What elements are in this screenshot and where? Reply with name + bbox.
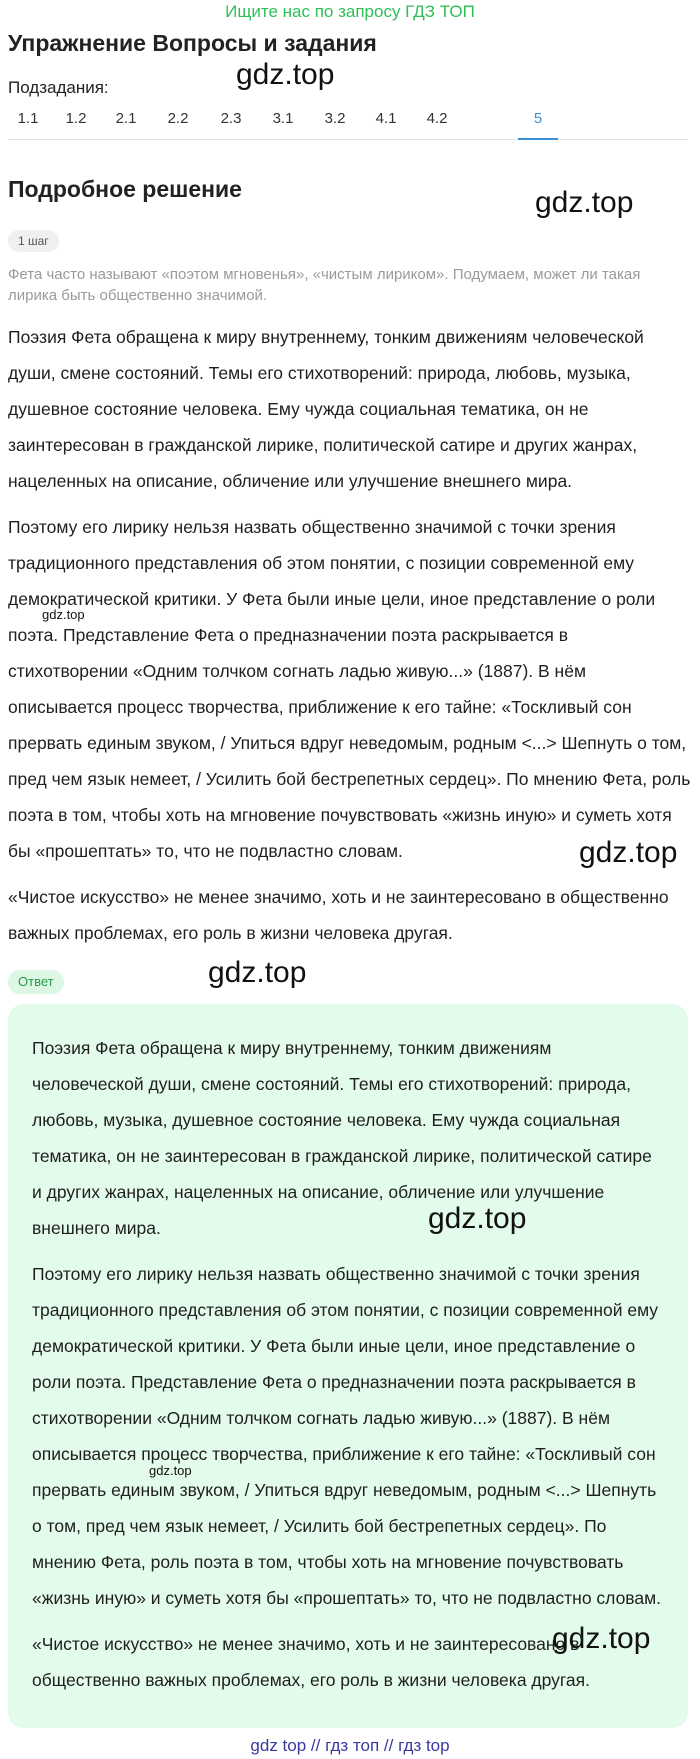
solution-paragraph: «Чистое искусство» не менее значимо, хоть и не заинтересовано в общественно важных проблемах, его роль в жизни человека другая. bbox=[8, 887, 669, 943]
tab-2-2[interactable]: 2.2 bbox=[167, 110, 189, 127]
subtask-tabs bbox=[8, 104, 688, 140]
watermark: gdz.top bbox=[535, 186, 634, 219]
tab-3-1[interactable]: 3.1 bbox=[272, 110, 294, 127]
tab-1-2[interactable]: 1.2 bbox=[65, 110, 87, 127]
watermark: gdz.top bbox=[42, 607, 85, 622]
tab-1-1[interactable]: 1.1 bbox=[17, 110, 39, 127]
watermark: gdz.top bbox=[579, 836, 678, 869]
solution-heading: Подробное решение bbox=[8, 176, 242, 202]
footer-links[interactable]: gdz top // гдз топ // гдз top bbox=[250, 1736, 450, 1755]
subtasks-label: Подзадания: bbox=[8, 78, 109, 97]
solution-paragraph: Поэтому его лирику нельзя назвать общественно значимой с точки зрения традиционного представления об этом понятии, с позиции современной ему демократической критики. У Фета были иные цели, иное представление о роли поэта. Представление Фета о предназначении поэта раскрывается в стихотворении «Одним толчком согнать ладью живую...» (1887). В нём описывается процесс творчества, приближение к его тайне: «Тоскливый сон прервать единым звуком, / Упиться вдруг неведомым, родным <...> Шепнуть о том, пред чем язык немеет, / Усилить бой бестрепетных сердец». По мнению Фета, роль поэта в том, чтобы хоть на мгновение почувствовать «жизнь иную» и суметь хотя бы «прошептать» то, что не подвластно словам. bbox=[8, 517, 691, 861]
tab-3-2[interactable]: 3.2 bbox=[324, 110, 346, 127]
tab-2-1[interactable]: 2.1 bbox=[115, 110, 137, 127]
solution-paragraph: Поэзия Фета обращена к миру внутреннему, тонким движениям человеческой души, смене состояний. Темы его стихотворений: природа, любовь, музыка, душевное состояние человека. Ему чужда социальная тематика, он не заинтересован в гражданской лирике, политической сатире и других жанрах, нацеленных на описание, обличение или улучшение внешнего мира. bbox=[8, 327, 644, 491]
watermark: gdz.top bbox=[552, 1622, 651, 1655]
answer-badge: Ответ bbox=[8, 970, 64, 994]
answer-paragraph: «Чистое искусство» не менее значимо, хоть и не заинтересовано в общественно важных проблемах, его роль в жизни человека другая. bbox=[32, 1634, 590, 1690]
watermark: gdz.top bbox=[149, 1463, 192, 1478]
answer-paragraph: Поэтому его лирику нельзя назвать общественно значимой с точки зрения традиционного представления об этом понятии, с позиции современной ему демократической критики. У Фета были иные цели, иное представление о роли поэта. Представление Фета о предназначении поэта раскрывается в стихотворении «Одним толчком согнать ладью живую...» (1887). В нём описывается процесс творчества, приближение к его тайне: «Тоскливый сон прервать единым звуком, / Упиться вдруг неведомым, родным <...> Шепнуть о том, пред чем язык немеет, / Усилить бой бестрепетных сердец». По мнению Фета, роль поэта в том, чтобы хоть на мгновение почувствовать «жизнь иную» и суметь хотя бы «прошептать» то, что не подвластно словам. bbox=[32, 1264, 662, 1608]
step-badge: 1 шаг bbox=[8, 230, 59, 252]
watermark: gdz.top bbox=[428, 1202, 527, 1235]
watermark: gdz.top bbox=[208, 956, 307, 989]
search-banner[interactable]: Ищите нас по запросу ГДЗ ТОП bbox=[225, 2, 475, 21]
tab-4-1[interactable]: 4.1 bbox=[375, 110, 397, 127]
watermark: gdz.top bbox=[236, 58, 335, 91]
page-title: Упражнение Вопросы и задания bbox=[8, 30, 377, 56]
answer-box bbox=[8, 1004, 688, 1728]
tab-4-2[interactable]: 4.2 bbox=[426, 110, 448, 127]
tab-2-3[interactable]: 2.3 bbox=[220, 110, 242, 127]
tab-5[interactable]: 5 bbox=[518, 104, 558, 140]
answer-paragraph: Поэзия Фета обращена к миру внутреннему, тонким движениям человеческой души, смене состояний. Темы его стихотворений: природа, любовь, музыка, душевное состояние человека. Ему чужда социальная тематика, он не заинтересован в гражданской лирике, политической сатире и других жанрах, нацеленных на описание, обличение или улучшение внешнего мира. bbox=[32, 1038, 652, 1238]
question-text: Фета часто называют «поэтом мгновенья», «чистым лириком». Подумаем, может ли такая лирика быть общественно значимой. bbox=[8, 266, 641, 304]
